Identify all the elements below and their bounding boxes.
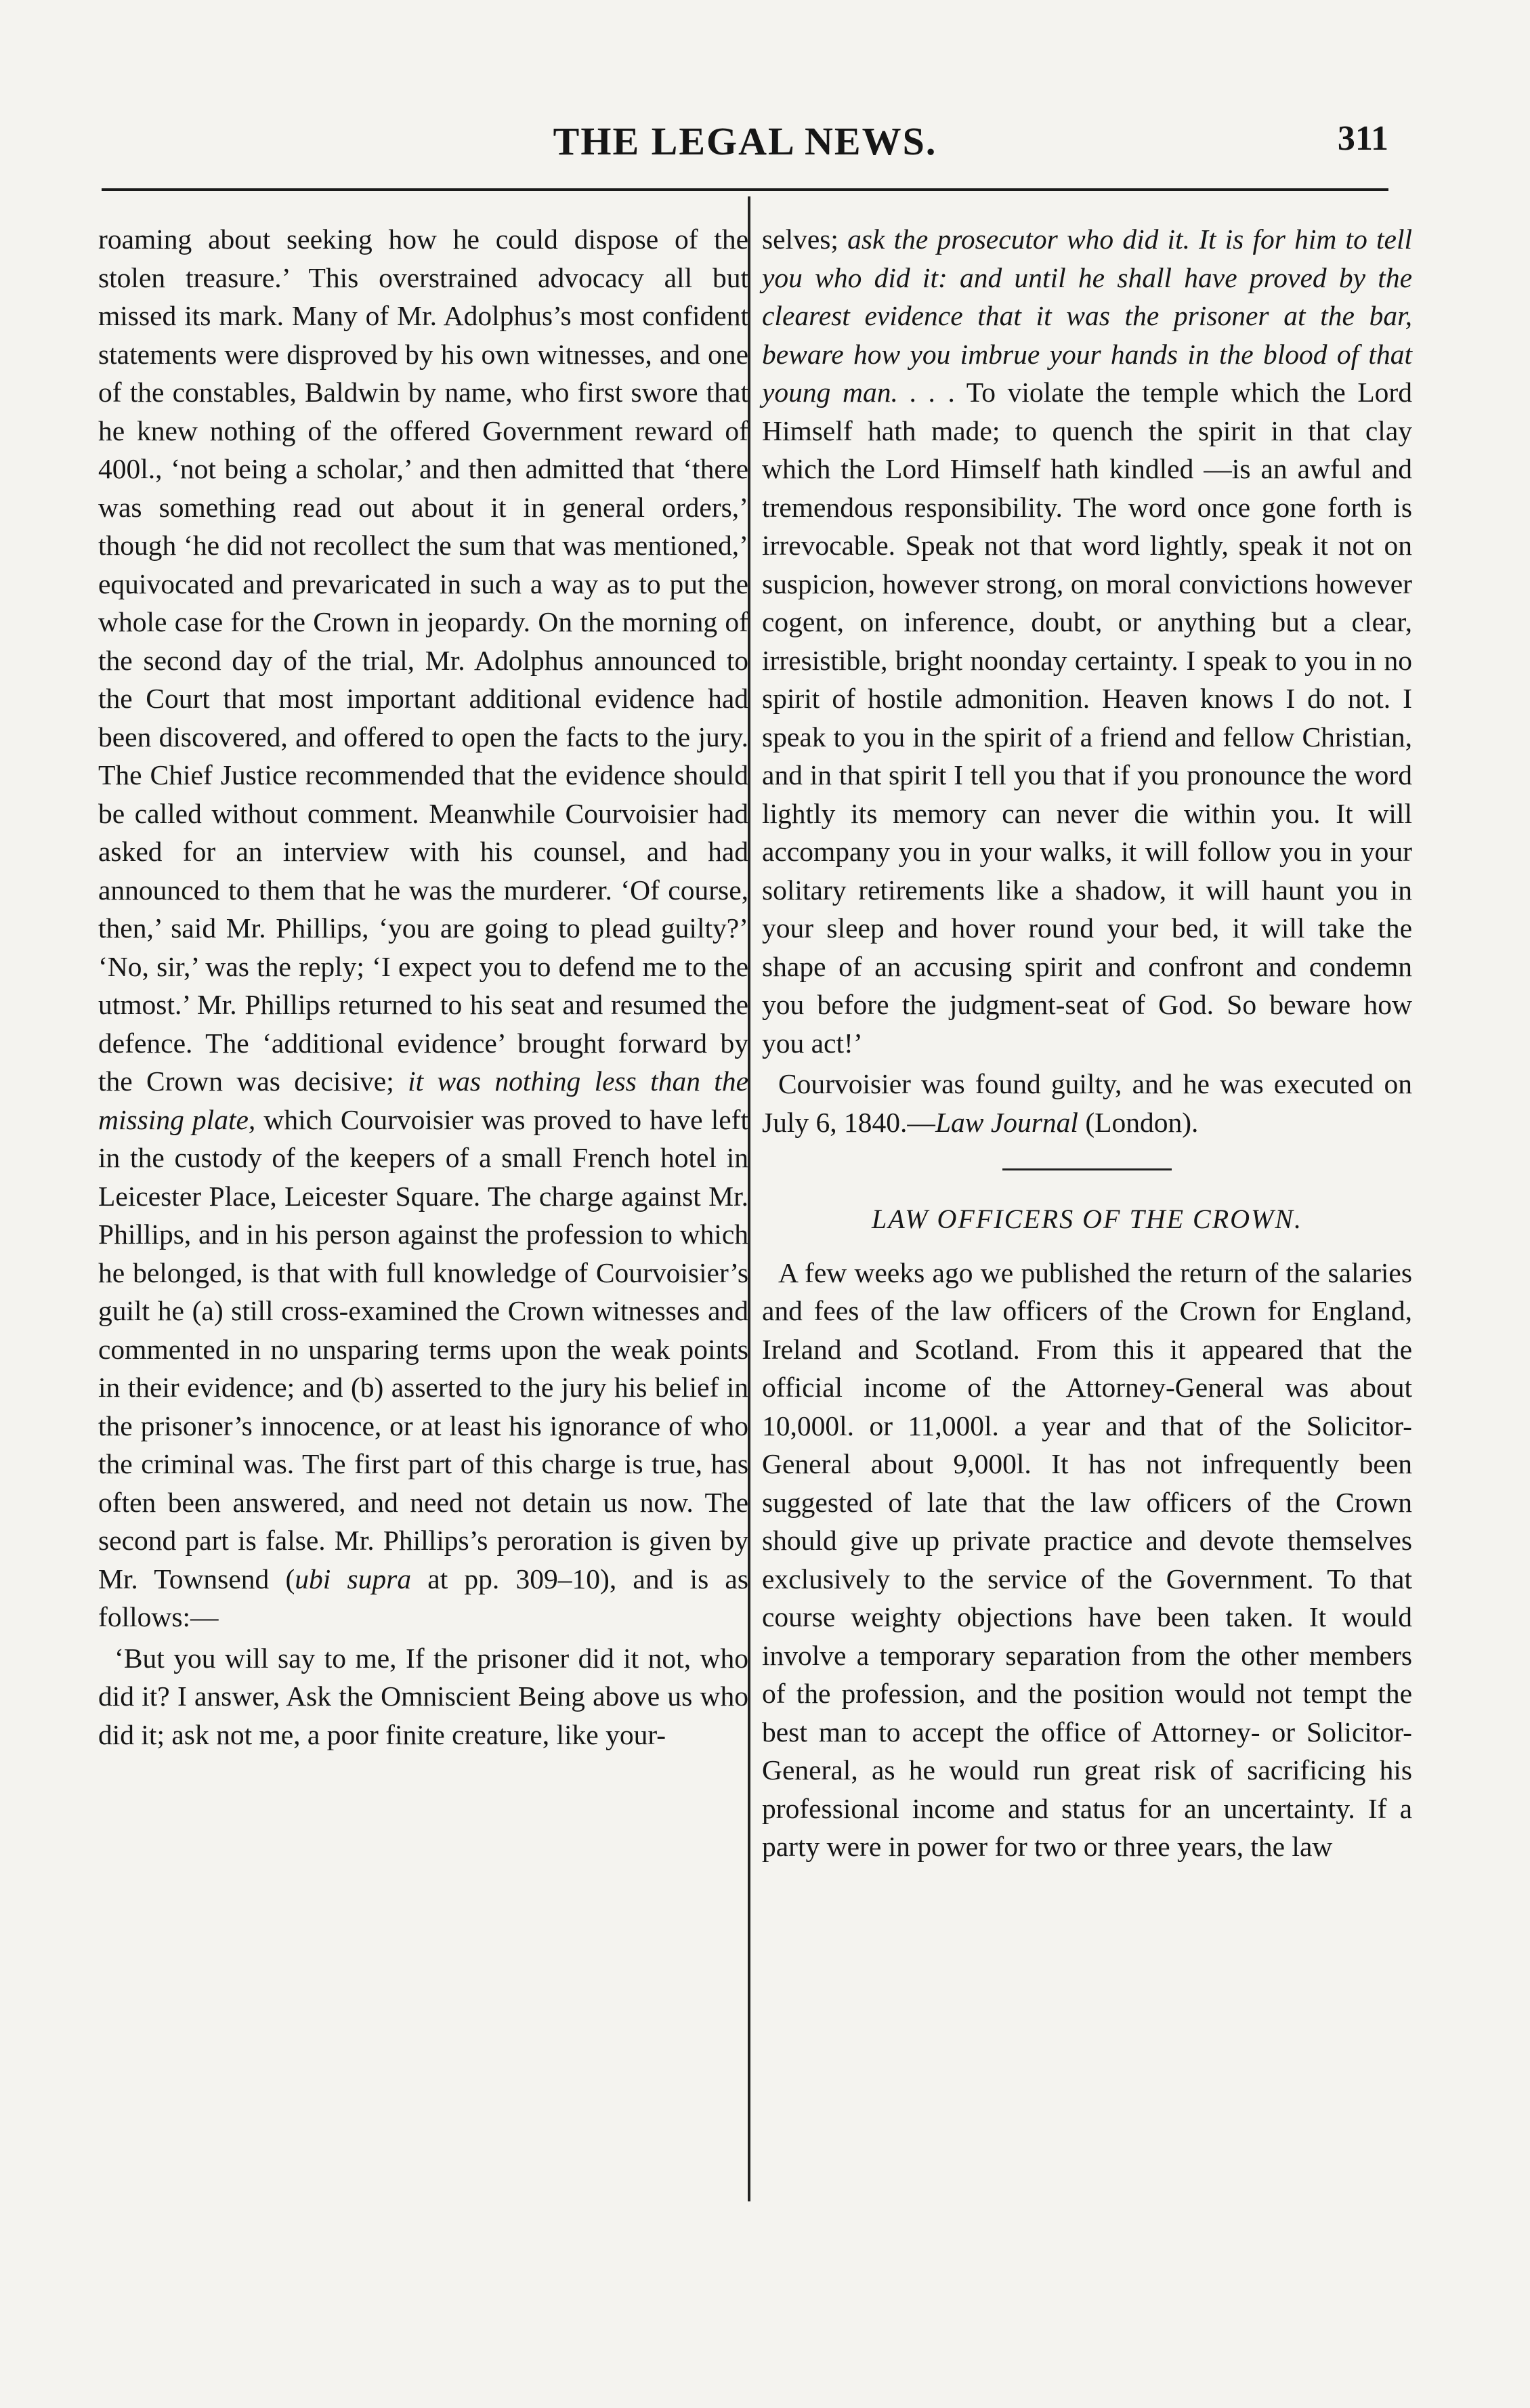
- left-p1-italic: it was nothing less than the missing plate,: [98, 1065, 748, 1135]
- right-column: [762, 220, 1412, 1866]
- right-p1-cont: . To violate the temple which the Lord Himself hath made; to quench the spirit in that clay which the Lord Himself hath kindled —is an awful and tremendous responsibility. The word once gone forth is irrevocable. Speak not that word lightly, speak it not on suspicion, however strong, on moral convictions however cogent, on inference, doubt, or anything but a clear, irresistible, bright noonday certainty. I speak to you in no spirit of hostile admonition. Heaven knows I do not. I speak to you in the spirit of a friend and fellow Christian, and in that spirit I tell you that if you pronounce the word lightly its memory can never die within you. It will accompany you in your walks, it will follow you in your solitary retirements like a shadow, it will haunt you in your sleep and hover round your bed, it will take the shape of an accusing spirit and confront and condemn you before the judgment-seat of God. So beware how you act!’: [762, 377, 1413, 1059]
- right-paragraph-1: [762, 220, 1412, 1062]
- left-p1-ubi-supra: ubi supra: [295, 1563, 412, 1594]
- journal-title: THE LEGAL NEWS.: [553, 119, 937, 163]
- right-p1-start: selves;: [762, 224, 838, 255]
- left-column: [98, 220, 748, 1754]
- page-number: 311: [1337, 119, 1388, 158]
- left-p1-text: roaming about seeking how he could dispose of the stolen treasure.’ This overstrained advocacy all but missed its mark. Many of Mr. Adolphus’s most confident statements were disproved by his own witnesses, and one of the constables, Baldwin by name, who first swore that he knew nothing of the offered Government reward of 400l., ‘not being a scholar,’ and then admitted that ‘there was something read out about it in general orders,’ though ‘he did not recollect the sum that was mentioned,’ equivocated and prevaricated in such a way as to put the whole case for the Crown in jeopardy. On the morning of the second day of the trial, Mr. Adolphus announced to the Court that most important additional evidence had been discovered, and offered to open the facts to the jury. The Chief Justice recommended that the evidence should be called without comment. Meanwhile Courvoisier had asked for an interview with his counsel, and had announced to them that he was the murderer. ‘Of course, then,’ said Mr. Phillips, ‘you are going to plead guilty?’ ‘No, sir,’ was the reply; ‘I expect you to defend me to the utmost.’ Mr. Phillips returned to his seat and resumed the defence. The ‘additional evidence’ brought forward by the Crown was decisive;: [98, 224, 748, 1097]
- left-p1-cont: which Courvoisier was proved to have left in the custody of the keepers of a small French hotel in Leicester Place, Leicester Square. The charge against Mr. Phillips, and in his person against the profession to which he belonged, is that with full knowledge of Courvoisier’s guilt he (a) still cross-examined the Crown witnesses and commented in no unsparing terms upon the weak points in their evidence; and (b) asserted to the jury his belief in the prisoner’s innocence, or at least his ignorance of who the criminal was. The first part of this charge is true, has often been answered, and need not detain us now. The second part is false. Mr. Phillips’s peroration is given by Mr. Townsend (: [98, 1103, 748, 1594]
- header-rule: [102, 188, 1388, 191]
- article-separator-rule: [1002, 1168, 1172, 1170]
- right-p2-italic: Law Journal: [935, 1106, 1078, 1138]
- right-p2-end: (London).: [1085, 1106, 1199, 1138]
- left-p1-end: at pp. 309–10), and is as follows:—: [98, 1563, 748, 1632]
- right-paragraph-2: [762, 1065, 1412, 1141]
- section-title: LAW OFFICERS OF THE CROWN.: [871, 1204, 1303, 1234]
- left-paragraph-1: [98, 220, 748, 1636]
- left-paragraph-2: ‘But you will say to me, If the prisoner did it not, who did it? I answer, Ask the Omniscient Being above us who did it; ask not me, a poor finite creature, like your-: [98, 1642, 748, 1750]
- right-p2-text: Courvoisier was found guilty, and he was executed on July 6, 1840.—: [762, 1068, 1412, 1138]
- right-p1-italic: ask the prosecutor who did it. It is for him to tell you who did it: and until he shall have proved by the clearest evidence that it was the prisoner at the bar, beware how you imbrue your hands in the blood of that young man. . .: [762, 224, 1413, 408]
- right-paragraph-3: A few weeks ago we published the return of the salaries and fees of the law officers of the Crown for England, Ireland and Scotland. From this it appeared that the official income of the Attorney-General was about 10,000l. or 11,000l. a year and that of the Solicitor-General about 9,000l. It has not infrequently been suggested of late that the law officers of the Crown should give up private practice and devote themselves exclusively to the service of the Government. To that course weighty objections have been taken. It would involve a temporary separation from the other members of the profession, and the position would not tempt the best man to accept the office of Attorney- or Solicitor-General, as he would run great risk of sacrificing his professional income and status for an uncertainty. If a party were in power for two or three years, the law: [762, 1256, 1412, 1862]
- running-head: [102, 119, 1388, 173]
